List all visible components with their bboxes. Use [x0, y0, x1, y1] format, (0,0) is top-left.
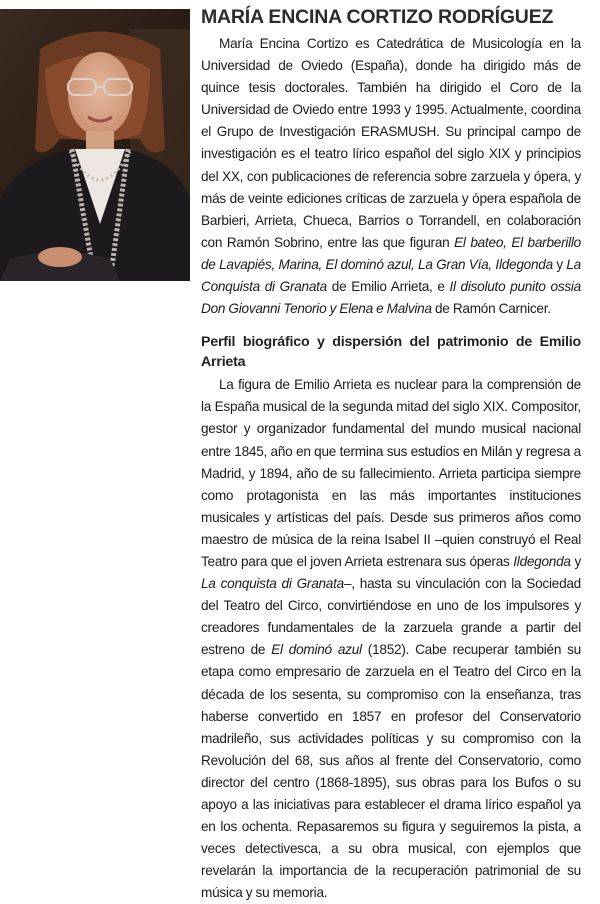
text-run: de Emilio Arrieta, e [327, 279, 450, 295]
author-name: MARÍA ENCINA CORTIZO RODRÍGUEZ [201, 6, 554, 28]
italic-title: La Conquista di Granata [201, 256, 581, 295]
author-portrait-image [0, 9, 190, 281]
section-heading: Perfil biográfico y dispersión del patrimonio de Emilio Arrieta [201, 334, 581, 371]
text-run: de Ramón Carnicer. [431, 301, 551, 317]
text-run: María Encina Cortizo es Catedrática de Musicología en la Universidad de Oviedo (España), donde ha dirigido más de quince tesis doctorales. También ha dirigido el Coro de la Universidad de Oviedo entre 1993 y 1995. Actualmente, coordina el Grupo de Investigación ERASMUSH. Su principal campo de investigación es el teatro lírico español del siglo XIX y principios del XX, con publicaciones de referencia sobre zarzuela y ópera, y más de veinte ediciones críticas de zarzuela y ópera española de Barbieri, Arrieta, Chueca, Barrios o Torrandell, en colaboración con Ramón Sobrino, entre las que figuran [201, 36, 581, 250]
section-body [201, 374, 581, 904]
italic-title: La conquista di Granata [201, 576, 344, 592]
author-photo [0, 9, 190, 281]
text-run: La figura de Emilio Arrieta es nuclear para la comprensión de la España musical de la segunda mitad del siglo XIX. Compositor, gestor y organizador fundamental del mundo musical nacional entre 1845, año en que termina sus estudios en Milán y regresa a Madrid, y 1894, año de su fallecimiento. Arrieta participa siempre como protagonista en las más importantes instituciones musicales y artísticas del país. Desde sus primeros años como maestro de música de la reina Isabel II –quien construyó el Real Teatro para que el joven Arrieta estrenara sus óperas [201, 377, 581, 569]
article-content [201, 6, 581, 904]
italic-title: Ildegonda [513, 553, 571, 569]
text-run: –, hasta su vinculación con la Sociedad del Teatro del Circo, convirtiéndose en uno de los impulsores y creadores fundamentales de la zarzuela grande a partir del estreno de [201, 576, 581, 658]
italic-title: Il disoluto punito ossia Don Giovanni Tenorio y Elena e Malvina [201, 279, 581, 317]
text-run: y [552, 256, 567, 272]
text-run: y [570, 553, 581, 569]
text-run: (1852). Cabe recuperar también su etapa como empresario de zarzuela en el Teatro del Circo en la década de los sesenta, su compromiso con la enseñanza, tras haberse convertido en 1857 en profesor del Conservatorio madrileño, sus actividades políticas y su compromiso con la Revolución del 68, sus años al frente del Conservatorio, como director del centro (1868-1895), sus obras para los Bufos o su apoyo a las iniciativas para establecer el drama lírico español ya en los ochenta. Repasaremos su figura y seguiremos la pista, a veces detectivesca, a su obra musical, con ejemplos que revelarán la importancia de la recuperación patrimonial de su música y su memoria. [201, 642, 581, 901]
italic-title: El dominó azul [271, 642, 362, 658]
italic-title: El bateo, El barberillo de Lavapiés, Marina, El dominó azul, La Gran Vía, Ildegonda [201, 234, 581, 272]
author-bio [201, 33, 581, 320]
